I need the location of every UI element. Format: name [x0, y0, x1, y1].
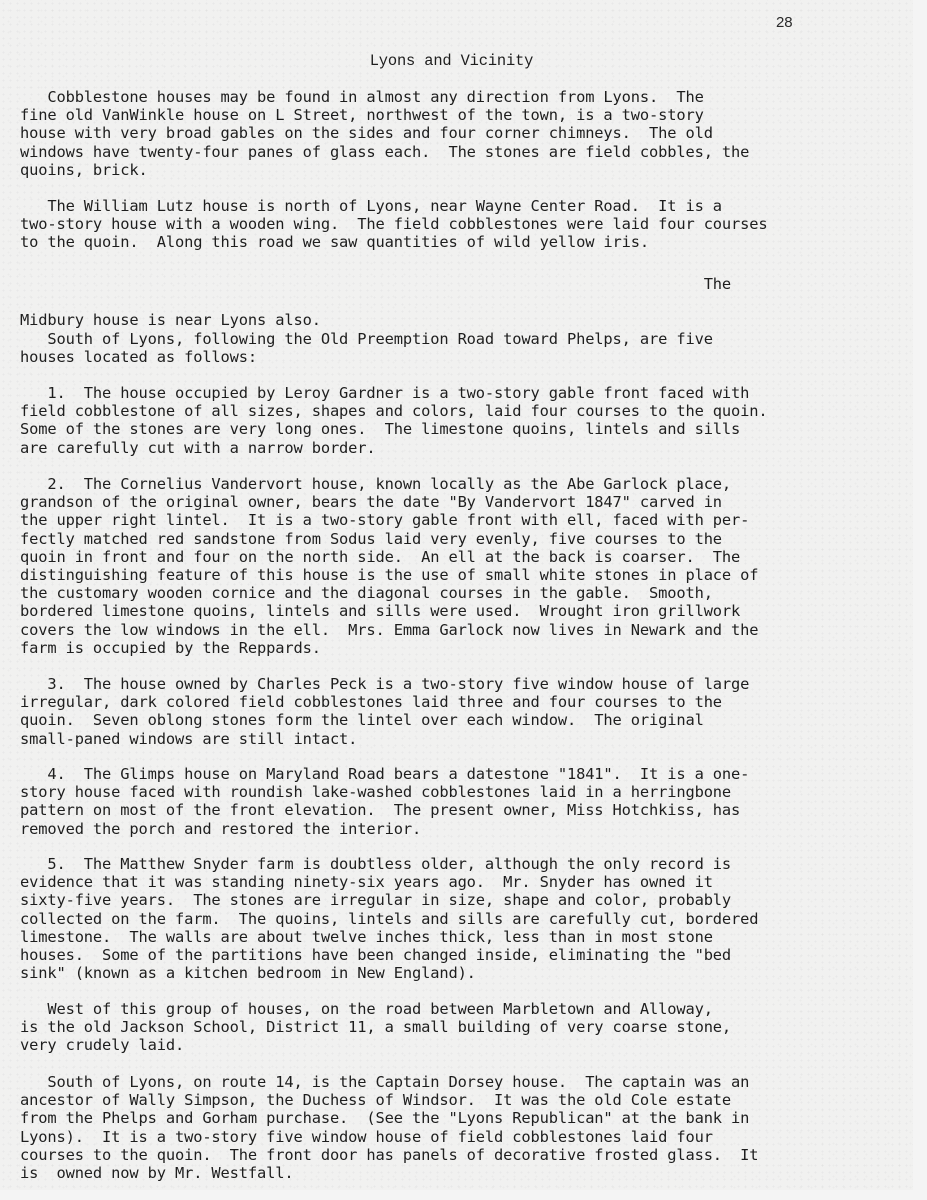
text-line: houses located as follows:	[20, 348, 258, 367]
text-line: two-story house with a wooden wing. The field cobblestones were laid four courses	[20, 215, 768, 234]
text-line: is owned now by Mr. Westfall.	[20, 1164, 294, 1183]
text-line: courses to the quoin. The front door has panels of decorative frosted glass. It	[20, 1145, 759, 1164]
page-title: Lyons and Vicinity	[369, 52, 534, 70]
text-line: South of Lyons, on route 14, is the Captain Dorsey house. The captain was an	[20, 1073, 750, 1091]
text-line: fectly matched red sandstone from Sodus laid very evenly, five courses to the	[20, 529, 722, 548]
text-line: ancestor of Wally Simpson, the Duchess of Windsor. It was the old Cole estate	[20, 1091, 732, 1110]
text-line: house with very broad gables on the sides and four corner chimneys. The old	[20, 124, 713, 143]
text-line: The	[20, 275, 732, 293]
paragraph-dorsey	[20, 1073, 900, 1182]
text-line: grandson of the original owner, bears the date "By Vandervort 1847" carved in	[20, 493, 722, 512]
text-line: covers the low windows in the ell. Mrs. Emma Garlock now lives in Newark and the	[20, 620, 759, 639]
text-line: story house faced with roundish lake-washed cobblestones laid in a herringbone	[20, 783, 732, 802]
paragraph-lutz	[20, 197, 900, 252]
text-line: fine old VanWinkle house on L Street, northwest of the town, is a two-story	[20, 106, 704, 125]
paragraph-intro	[20, 88, 900, 179]
text-line: farm is occupied by the Reppards.	[20, 638, 321, 657]
text-line: The William Lutz house is north of Lyons, near Wayne Center Road. It is a	[20, 197, 722, 215]
text-line: quoin in front and four on the north side. An ell at the back is coarser. The	[20, 547, 741, 566]
text-line: collected on the farm. The quoins, lintels and sills are carefully cut, bordered	[20, 909, 759, 928]
text-line: very crudely laid.	[20, 1036, 185, 1055]
text-line: quoin. Seven oblong stones form the lintel over each window. The original	[20, 711, 704, 730]
text-line: Lyons). It is a two-story five window house of field cobblestones laid four	[20, 1127, 713, 1146]
text-line: South of Lyons, following the Old Preemption Road toward Phelps, are five	[20, 330, 713, 348]
text-line: from the Phelps and Gorham purchase. (See the "Lyons Republican" at the bank in	[20, 1109, 750, 1128]
text-line: distinguishing feature of this house is the use of small white stones in place of	[20, 566, 759, 585]
text-line: Cobblestone houses may be found in almost any direction from Lyons. The	[20, 88, 704, 106]
text-line: is the old Jackson School, District 11, a small building of very coarse stone,	[20, 1018, 732, 1037]
text-line: bordered limestone quoins, lintels and sills were used. Wrought iron grillwork	[20, 602, 741, 621]
paragraph-midbury	[20, 275, 900, 330]
paragraph-item-1	[20, 384, 900, 457]
text-line: pattern on most of the front elevation. The present owner, Miss Hotchkiss, has	[20, 801, 741, 820]
page-number: 28	[776, 14, 793, 31]
text-line: the customary wooden cornice and the diagonal courses in the gable. Smooth,	[20, 584, 713, 603]
text-line: Some of the stones are very long ones. The limestone quoins, lintels and sills	[20, 420, 741, 439]
text-line: field cobblestone of all sizes, shapes and colors, laid four courses to the quoin.	[20, 402, 768, 421]
text-line: 5. The Matthew Snyder farm is doubtless older, although the only record is	[20, 855, 732, 873]
paragraph-item-4	[20, 765, 900, 838]
paragraph-item-3	[20, 675, 900, 748]
paragraph-jackson-school	[20, 1000, 900, 1055]
text-line: to the quoin. Along this road we saw quantities of wild yellow iris.	[20, 233, 650, 252]
text-line: West of this group of houses, on the road between Marbletown and Alloway,	[20, 1000, 713, 1018]
text-line: irregular, dark colored field cobblestones laid three and four courses to the	[20, 693, 722, 712]
paragraph-south-intro	[20, 330, 900, 366]
paragraph-item-5	[20, 855, 900, 982]
text-line: 1. The house occupied by Leroy Gardner is a two-story gable front faced with	[20, 384, 750, 402]
text-line: windows have twenty-four panes of glass each. The stones are field cobbles, the	[20, 142, 750, 161]
text-line: 2. The Cornelius Vandervort house, known locally as the Abe Garlock place,	[20, 475, 732, 493]
text-line: the upper right lintel. It is a two-story gable front with ell, faced with per-	[20, 511, 750, 530]
text-line: 4. The Glimps house on Maryland Road bears a datestone "1841". It is a one-	[20, 765, 750, 783]
text-line: 3. The house owned by Charles Peck is a two-story five window house of large	[20, 675, 750, 693]
text-line: sink" (known as a kitchen bedroom in New England).	[20, 964, 476, 983]
paragraph-item-2	[20, 475, 900, 657]
text-line: houses. Some of the partitions have been changed inside, eliminating the "bed	[20, 946, 732, 965]
text-line: Midbury house is near Lyons also.	[20, 311, 321, 330]
text-line: small-paned windows are still intact.	[20, 729, 358, 748]
text-line: sixty-five years. The stones are irregular in size, shape and color, probably	[20, 891, 732, 910]
text-line: quoins, brick.	[20, 160, 148, 179]
text-line: evidence that it was standing ninety-six years ago. Mr. Snyder has owned it	[20, 873, 713, 892]
text-line: removed the porch and restored the interior.	[20, 819, 422, 838]
text-line: limestone. The walls are about twelve inches thick, less than in most stone	[20, 927, 713, 946]
text-line: are carefully cut with a narrow border.	[20, 438, 376, 457]
